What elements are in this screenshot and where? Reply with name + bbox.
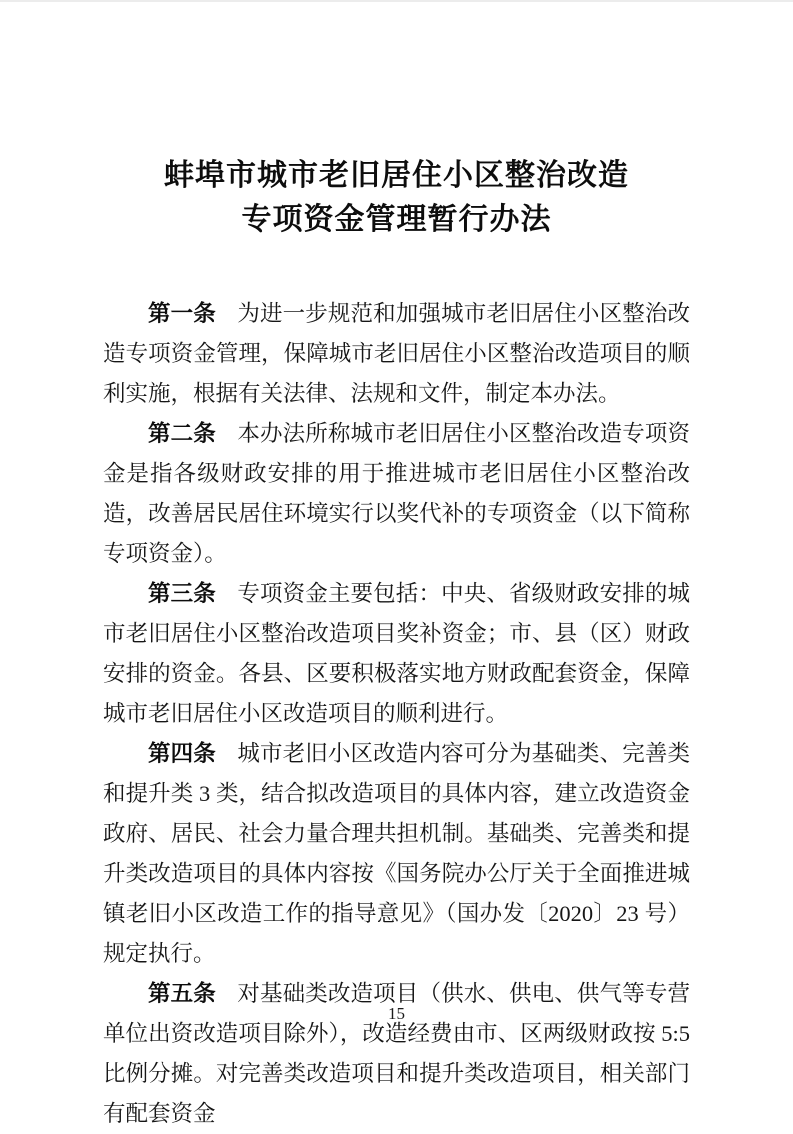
article-paragraph-3: [103, 574, 690, 734]
article-label-3: 第三条: [148, 581, 216, 606]
document-title-line-2: 专项资金管理暂行办法: [241, 203, 552, 236]
article-label-2: 第二条: [148, 421, 216, 446]
article-label-1: 第一条: [148, 301, 216, 326]
article-label-5: 第五条: [148, 981, 216, 1006]
article-text-4: 城市老旧小区改造内容可分为基础类、完善类和提升类 3 类，结合拟改造项目的具体内容，建立改造资金政府、居民、社会力量合理共担机制。基础类、完善类和提升类改造项目的具体内容按《国务院办公厅关于全面推进城镇老旧小区改造工作的指导意见》（国办发〔2020〕23 号）规定执行。: [103, 741, 690, 966]
document-title-line-1: 蚌埠市城市老旧居住小区整治改造: [164, 159, 629, 192]
document-page: [0, 2, 793, 1124]
article-paragraph-1: [103, 294, 690, 414]
article-text-1: 为进一步规范和加强城市老旧居住小区整治改造专项资金管理，保障城市老旧居住小区整治改造项目的顺利实施，根据有关法律、法规和文件，制定本办法。: [103, 301, 690, 406]
document-title: [103, 154, 690, 242]
article-text-2: 本办法所称城市老旧居住小区整治改造专项资金是指各级财政安排的用于推进城市老旧居住小区整治改造，改善居民居住环境实行以奖代补的专项资金（以下简称专项资金）。: [103, 421, 690, 566]
article-paragraph-4: [103, 734, 690, 974]
article-label-4: 第四条: [148, 741, 216, 766]
article-text-3: 专项资金主要包括：中央、省级财政安排的城市老旧居住小区整治改造项目奖补资金；市、县（区）财政安排的资金。各县、区要积极落实地方财政配套资金，保障城市老旧居住小区改造项目的顺利进行。: [103, 581, 690, 726]
article-paragraph-5: [103, 974, 690, 1134]
page-number: 15: [388, 1004, 405, 1023]
article-text-5: 对基础类改造项目（供水、供电、供气等专营单位出资改造项目除外），改造经费由市、区两级财政按 5:5 比例分摊。对完善类改造项目和提升类改造项目，相关部门有配套资金: [103, 981, 690, 1126]
article-paragraph-2: [103, 414, 690, 574]
